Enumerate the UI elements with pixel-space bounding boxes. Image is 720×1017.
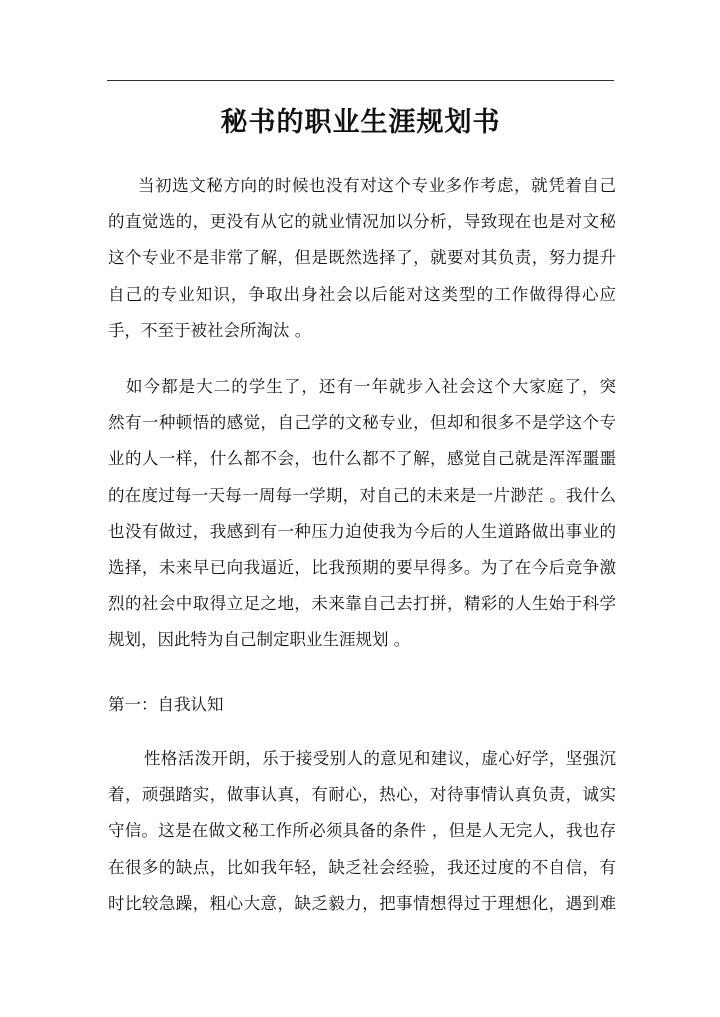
paragraph-line: 当初选文秘方向的时候也没有对这个专业多作考虑，就凭着自己: [138, 176, 616, 195]
paragraph-line: 手，不至于被社会所淘汰 。: [108, 320, 312, 340]
paragraph-line: 规划，因此特为自己制定职业生涯规划 。: [108, 630, 411, 650]
paragraph-line: 守信。这是在做文秘工作所必须具备的条件 ，但是人无完人，我也存: [108, 821, 616, 841]
paragraph-line: 在很多的缺点，比如我年轻，缺乏社会经验，我还过度的不自信，有: [108, 857, 616, 877]
paragraph-line: 自己的专业知识，争取出身社会以后能对这类型的工作做得得心应: [108, 284, 616, 304]
paragraph-line: 的在度过每一天每一周每一学期，对自己的未来是一片渺茫 。我什么: [108, 485, 616, 505]
paragraph-line: 性格活泼开朗，乐于接受别人的意见和建议，虚心好学，坚强沉: [144, 749, 616, 768]
paragraph-line: 的直觉选的，更没有从它的就业情况加以分析，导致现在也是对文秘: [108, 212, 616, 232]
paragraph-line: 这个专业不是非常了解，但是既然选择了，就要对其负责，努力提升: [108, 248, 616, 268]
paragraph-line: 然有一种顿悟的感觉，自己学的文秘专业，但却和很多不是学这个专: [108, 413, 616, 433]
paragraph-line: 时比较急躁，粗心大意，缺乏毅力，把事情想得过于理想化，遇到难: [108, 893, 616, 913]
document-title: 秘书的职业生涯规划书: [220, 107, 501, 138]
paragraph-3: [108, 741, 616, 922]
section-heading: 第一：自我认知: [108, 695, 224, 714]
paragraph-2: [108, 369, 616, 659]
section-heading-block: [108, 687, 616, 723]
paragraph-line: 如今都是大二的学生了，还有一年就步入社会这个大家庭了，突: [126, 377, 616, 396]
paragraph-line: 烈的社会中取得立足之地，未来靠自己去打拼，精彩的人生始于科学: [108, 594, 616, 614]
header-rule: [107, 80, 614, 81]
paragraph-line: 着，顽强踏实，做事认真，有耐心，热心，对待事情认真负责，诚实: [108, 785, 616, 805]
paragraph-line: 业的人一样，什么都不会，也什么都不了解，感觉自己就是浑浑噩噩: [108, 449, 616, 469]
paragraph-line: 选择，未来早已向我逼近，比我预期的要早得多。为了在今后竞争激: [108, 557, 616, 577]
paragraph-line: 也没有做过，我感到有一种压力迫使我为今后的人生道路做出事业的: [108, 521, 616, 541]
paragraph-1: [108, 168, 616, 349]
